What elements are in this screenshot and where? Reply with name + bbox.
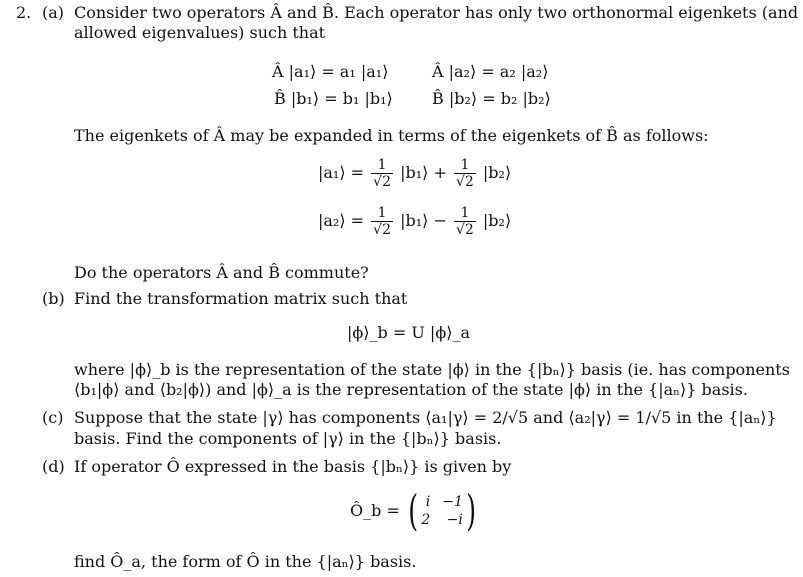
- part-b-text: Find the transformation matrix such that: [74, 289, 408, 308]
- operator-matrix-equation: [350, 486, 479, 535]
- part-a-line1: Consider two operators Â and B̂. Each operator has only two orthonormal eigenkets (and: [74, 3, 799, 22]
- matrix-cell: 2: [421, 512, 431, 528]
- part-c-line2: basis. Find the components of |γ⟩ in the {|bₙ⟩} basis.: [74, 429, 502, 448]
- expansion-1-lhs: |a₁⟩ =: [318, 163, 365, 182]
- expansion-2: [318, 205, 511, 238]
- fraction: $\frac{1}{√2}$: [455, 157, 474, 190]
- ket-b2: |b₂⟩: [482, 211, 512, 230]
- expansion-2-lhs: |a₂⟩ =: [318, 211, 365, 230]
- matrix-cell: −1: [442, 494, 463, 510]
- fraction: $\frac{1}{√2}$: [373, 157, 391, 190]
- right-paren: ): [466, 486, 477, 535]
- part-d-line1: If operator Ô expressed in the basis {|bₙ⟩} is given by: [74, 457, 512, 476]
- matrix: [405, 486, 479, 535]
- part-b-where2: ⟨b₁|ϕ⟩ and ⟨b₂|ϕ⟩) and |ϕ⟩_a is the representation of the state |ϕ⟩ in the {|aₙ⟩} basis.: [74, 380, 748, 399]
- eq-A1: Â |a₁⟩ = a₁ |a₁⟩: [272, 62, 389, 81]
- minus-sign: −: [433, 211, 447, 230]
- left-paren: (: [408, 486, 419, 535]
- ket-b2: |b₂⟩: [482, 163, 512, 182]
- matrix-cell: i: [425, 494, 431, 510]
- ket-b1: |b₁⟩: [400, 163, 429, 182]
- fraction: $\frac{1}{√2}$: [373, 205, 391, 238]
- part-d-label: (d): [42, 457, 65, 476]
- part-c-line1: Suppose that the state |γ⟩ has components ⟨a₁|γ⟩ = 2/√5 and ⟨a₂|γ⟩ = 1/√5 in the {|aₙ⟩}: [74, 408, 777, 427]
- fraction: $\frac{1}{√2}$: [455, 205, 474, 238]
- eq-B1: B̂ |b₁⟩ = b₁ |b₁⟩: [274, 89, 393, 108]
- transform-equation: |ϕ⟩_b = U |ϕ⟩_a: [347, 323, 471, 342]
- plus-sign: +: [433, 163, 447, 182]
- part-b-label: (b): [42, 289, 65, 308]
- operator-lhs: Ô_b =: [350, 501, 400, 520]
- part-a-label: (a): [42, 3, 65, 22]
- expand-text: The eigenkets of Â may be expanded in terms of the eigenkets of B̂ as follows:: [74, 126, 709, 145]
- matrix-grid: [421, 493, 463, 529]
- part-c-label: (c): [42, 408, 64, 427]
- part-b-where1: where |ϕ⟩_b is the representation of the state |ϕ⟩ in the {|bₙ⟩} basis (ie. has components: [74, 360, 790, 379]
- eq-B2: B̂ |b₂⟩ = b₂ |b₂⟩: [432, 89, 551, 108]
- problem-number: 2.: [16, 3, 32, 22]
- part-d-line2: find Ô_a, the form of Ô in the {|aₙ⟩} basis.: [74, 552, 417, 571]
- part-a-line2: allowed eigenvalues) such that: [74, 23, 326, 42]
- commute-question: Do the operators Â and B̂ commute?: [74, 263, 369, 282]
- matrix-cell: −i: [446, 512, 463, 528]
- ket-b1: |b₁⟩: [400, 211, 429, 230]
- expansion-1: [318, 157, 511, 190]
- eq-A2: Â |a₂⟩ = a₂ |a₂⟩: [432, 62, 549, 81]
